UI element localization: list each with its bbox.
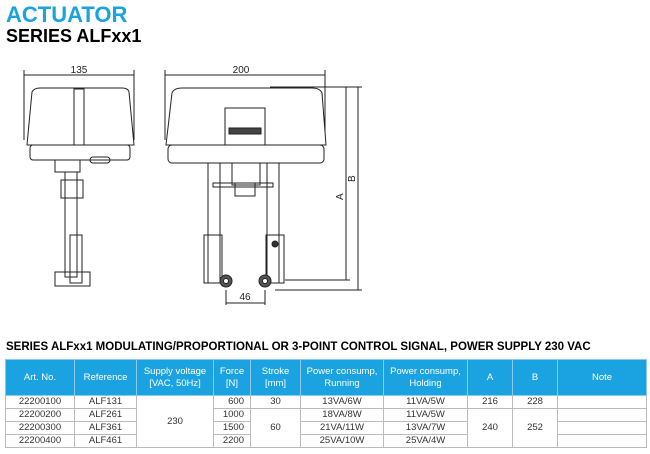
art-no: 22200200 — [6, 409, 75, 422]
dim-front-width: 200 — [232, 65, 250, 76]
col-stroke: Stroke [mm] — [251, 360, 301, 396]
reference: ALF131 — [75, 396, 137, 409]
force: 2200 — [214, 435, 251, 448]
col-power-running: Power consump, Running — [301, 360, 384, 396]
note — [558, 422, 647, 435]
art-no: 22200300 — [6, 422, 75, 435]
side-view — [24, 65, 134, 286]
table-caption: SERIES ALFxx1 MODULATING/PROPORTIONAL OR 3-POINT CONTROL SIGNAL, POWER SUPPLY 230 VAC — [6, 341, 591, 353]
col-force: Force [N] — [214, 360, 251, 396]
power-holding: 11VA/5W — [384, 396, 468, 409]
note — [558, 409, 647, 422]
power-running: 13VA/6W — [301, 396, 384, 409]
stroke: 30 — [251, 396, 301, 409]
reference: ALF461 — [75, 435, 137, 448]
table-header — [6, 360, 647, 396]
spec-table — [5, 359, 647, 448]
dim-b-value: 228 — [513, 396, 558, 409]
col-art-no: Art. No. — [6, 360, 75, 396]
dim-b-value: 252 — [513, 409, 558, 448]
dim-side-width: 135 — [70, 65, 88, 76]
power-running: 25VA/10W — [301, 435, 384, 448]
col-a: A — [468, 360, 513, 396]
note — [558, 396, 647, 409]
table-row — [6, 396, 647, 409]
power-holding: 13VA/7W — [384, 422, 468, 435]
power-running: 18VA/8W — [301, 409, 384, 422]
power-holding: 25VA/4W — [384, 435, 468, 448]
col-supply-voltage: Supply voltage [VAC, 50Hz] — [137, 360, 214, 396]
power-running: 21VA/11W — [301, 422, 384, 435]
stroke: 60 — [251, 409, 301, 448]
dim-a-value: 240 — [468, 409, 513, 448]
art-no: 22200100 — [6, 396, 75, 409]
page-title: ACTUATOR — [6, 2, 128, 27]
col-reference: Reference — [75, 360, 137, 396]
note — [558, 435, 647, 448]
col-power-holding: Power consump, Holding — [384, 360, 468, 396]
table-row — [6, 409, 647, 422]
force: 600 — [214, 396, 251, 409]
reference: ALF261 — [75, 409, 137, 422]
front-view — [165, 65, 362, 305]
page-subtitle: SERIES ALFxx1 — [6, 26, 142, 46]
dim-a: A — [335, 193, 346, 200]
force: 1500 — [214, 422, 251, 435]
reference: ALF361 — [75, 422, 137, 435]
dim-a-value: 216 — [468, 396, 513, 409]
dim-b: B — [347, 175, 358, 182]
col-note: Note — [558, 360, 647, 396]
art-no: 22200400 — [6, 435, 75, 448]
col-b: B — [513, 360, 558, 396]
power-holding: 11VA/5W — [384, 409, 468, 422]
supply-voltage: 230 — [137, 396, 214, 448]
dim-spacing: 46 — [239, 292, 251, 303]
force: 1000 — [214, 409, 251, 422]
